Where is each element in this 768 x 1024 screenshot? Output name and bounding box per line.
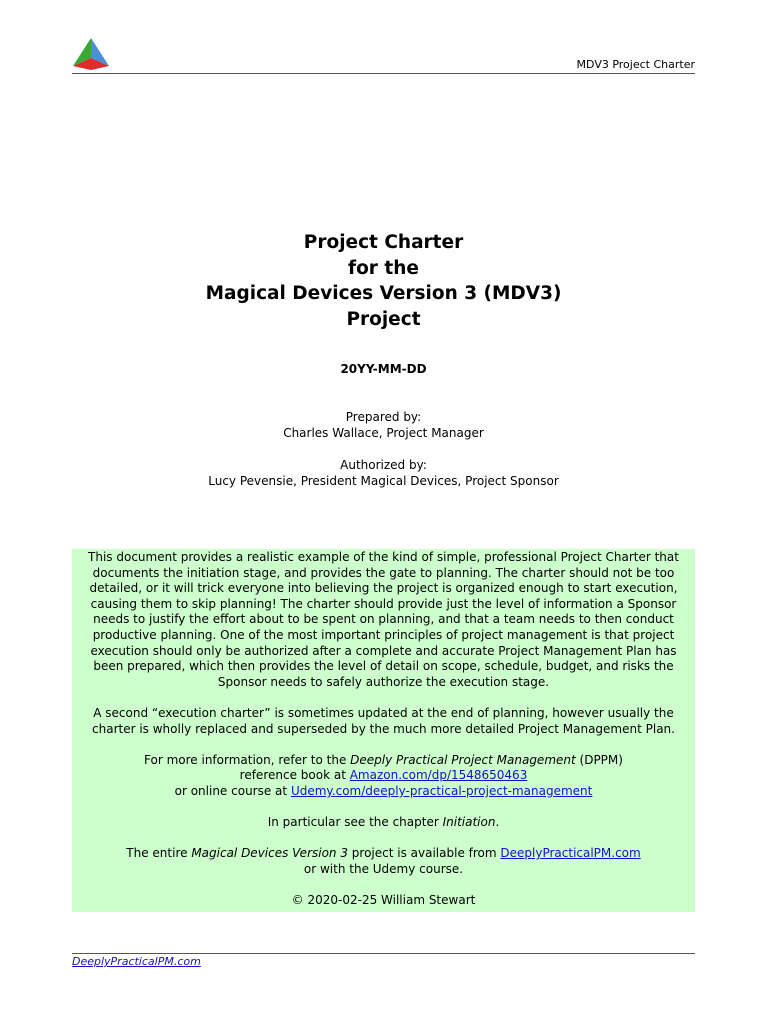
prepared-by-block [72, 409, 695, 441]
chapter-suffix: . [495, 815, 500, 830]
running-header-title: MDV3 Project Charter [576, 58, 695, 71]
note-p2-line: A second “execution charter” is sometimes updated at the end of planning, however usually the [93, 705, 674, 720]
note-p1-line: productive planning. One of the most important principles of project management is that project [92, 627, 675, 642]
note-more-info [72, 753, 695, 800]
note-p1-line: documents the initiation stage, and provides the gate to planning. The charter should not be too [92, 565, 675, 580]
note-p1-line: Sponsor needs to safely authorize the execution stage. [217, 674, 550, 689]
footer-site-link[interactable]: DeeplyPracticalPM.com [72, 955, 201, 968]
reference-prefix: reference book at [239, 768, 350, 783]
chapter-prefix: In particular see the chapter [267, 815, 443, 830]
prepared-by-name: Charles Wallace, Project Manager [283, 426, 484, 440]
note-p1-line: needs to justify the effort about to be spent on planning, and that a team needs to then conduct [93, 612, 674, 627]
udemy-link[interactable]: Udemy.com/deeply-practical-project-management [290, 783, 593, 798]
title-line-1: Project Charter [303, 232, 464, 253]
note-paragraph-1 [72, 550, 695, 690]
note-chapter [72, 815, 695, 831]
document-date: 20YY-MM-DD [340, 362, 427, 376]
tri-color-triangle-logo-icon [71, 36, 111, 72]
authorized-by-name: Lucy Pevensie, President Magical Devices, Project Sponsor [208, 474, 559, 488]
note-project-availability [72, 846, 695, 877]
header-divider [72, 73, 695, 74]
site-link[interactable]: DeeplyPracticalPM.com [500, 846, 641, 861]
copyright: © 2020-02-25 William Stewart [291, 893, 476, 908]
udemy-course-line: or with the Udemy course. [303, 861, 464, 876]
document-title [72, 230, 695, 332]
more-info-prefix: For more information, refer to the [144, 752, 351, 767]
amazon-link[interactable]: Amazon.com/dp/1548650463 [349, 768, 528, 783]
authorized-by-label: Authorized by: [340, 458, 427, 472]
note-paragraph-2 [72, 706, 695, 737]
more-info-suffix: (DPPM) [575, 752, 623, 767]
project-prefix: The entire [126, 846, 192, 861]
authorized-by-block [72, 457, 695, 489]
title-line-4: Project [346, 308, 421, 330]
note-p1-line: This document provides a realistic example of the kind of simple, professional Project Charter that [88, 550, 679, 564]
chapter-name: Initiation [442, 815, 496, 830]
note-p1-line: been prepared, which then provides the level of detail on scope, schedule, budget, and risks the [93, 659, 674, 674]
footer-divider [72, 953, 695, 954]
note-p2-line: charter is wholly replaced and superseded by the much more detailed Project Management Plan. [92, 721, 675, 736]
title-line-3: Magical Devices Version 3 (MDV3) [205, 283, 562, 304]
book-title: Deeply Practical Project Management [350, 752, 576, 767]
course-prefix: or online course at [174, 783, 291, 798]
note-p1-line: execution should only be authorized after a complete and accurate Project Management Plan has [90, 643, 677, 658]
project-name: Magical Devices Version 3 [191, 846, 348, 861]
prepared-by-label: Prepared by: [345, 410, 422, 424]
note-p1-line: detailed, or it will trick everyone into believing the project is organized enough to start execution, [89, 581, 678, 596]
note-p1-line: causing them to skip planning! The charter should provide just the level of information a Sponsor [90, 596, 677, 611]
project-middle: project is available from [347, 846, 501, 861]
title-line-2: for the [348, 257, 419, 279]
explanatory-note-box [72, 549, 695, 912]
